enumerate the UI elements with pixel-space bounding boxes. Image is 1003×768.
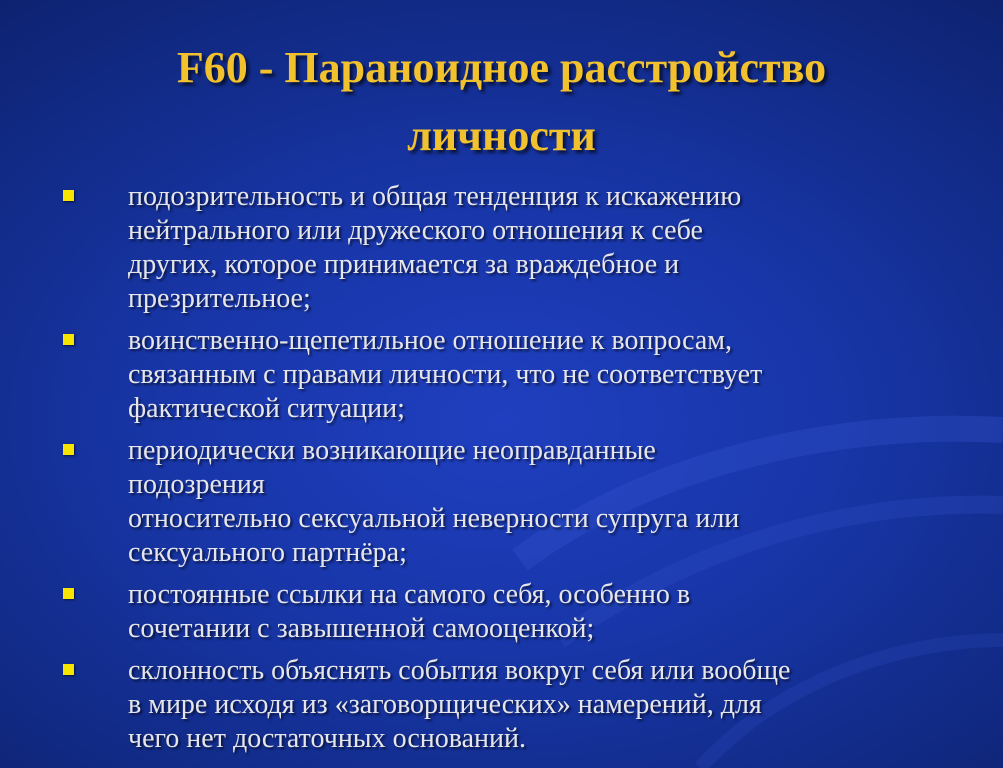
bullet-text-line: относительно сексуальной неверности супруга или bbox=[128, 503, 740, 534]
bullet-text-line: постоянные ссылки на самого себя, особенно в bbox=[128, 579, 691, 610]
square-bullet-icon bbox=[63, 334, 74, 345]
square-bullet-icon bbox=[63, 190, 74, 201]
bullet-text-line: других, которое принимается за враждебное и bbox=[128, 249, 680, 280]
bullet-item-2 bbox=[0, 324, 1003, 426]
bullet-text-line: в мире исходя из «заговорщических» намерений, для bbox=[128, 689, 762, 720]
bullet-item-3 bbox=[0, 434, 1003, 570]
bullet-list bbox=[0, 180, 1003, 764]
square-bullet-icon bbox=[63, 664, 74, 675]
bullet-item-5 bbox=[0, 654, 1003, 756]
bullet-item-1 bbox=[0, 180, 1003, 316]
bullet-text-line: периодически возникающие неоправданные bbox=[128, 435, 656, 466]
bullet-text-line: воинственно-щепетильное отношение к вопросам, bbox=[128, 325, 733, 356]
bullet-item-4 bbox=[0, 578, 1003, 646]
slide-title-line-1: F60 - Параноидное расстройство bbox=[176, 43, 827, 92]
bullet-text-line: подозрительность и общая тенденция к искажению bbox=[128, 181, 742, 212]
bullet-text-line: сочетании с завышенной самооценкой; bbox=[128, 613, 595, 644]
square-bullet-icon bbox=[63, 444, 74, 455]
bullet-text-line: презрительное; bbox=[128, 283, 311, 314]
bullet-text-line: подозрения bbox=[128, 469, 265, 500]
slide-title-line-2: личности bbox=[407, 111, 596, 160]
square-bullet-icon bbox=[63, 588, 74, 599]
slide-title bbox=[0, 34, 1003, 170]
bullet-text-line: сексуального партнёра; bbox=[128, 537, 407, 568]
bullet-text-line: нейтрального или дружеского отношения к себе bbox=[128, 215, 703, 246]
bullet-text-line: склонность объяснять события вокруг себя или вообще bbox=[128, 655, 791, 686]
bullet-text-line: фактической ситуации; bbox=[128, 393, 405, 424]
bullet-text-line: чего нет достаточных оснований. bbox=[128, 723, 526, 754]
bullet-text-line: связанным с правами личности, что не соответствует bbox=[128, 359, 763, 390]
